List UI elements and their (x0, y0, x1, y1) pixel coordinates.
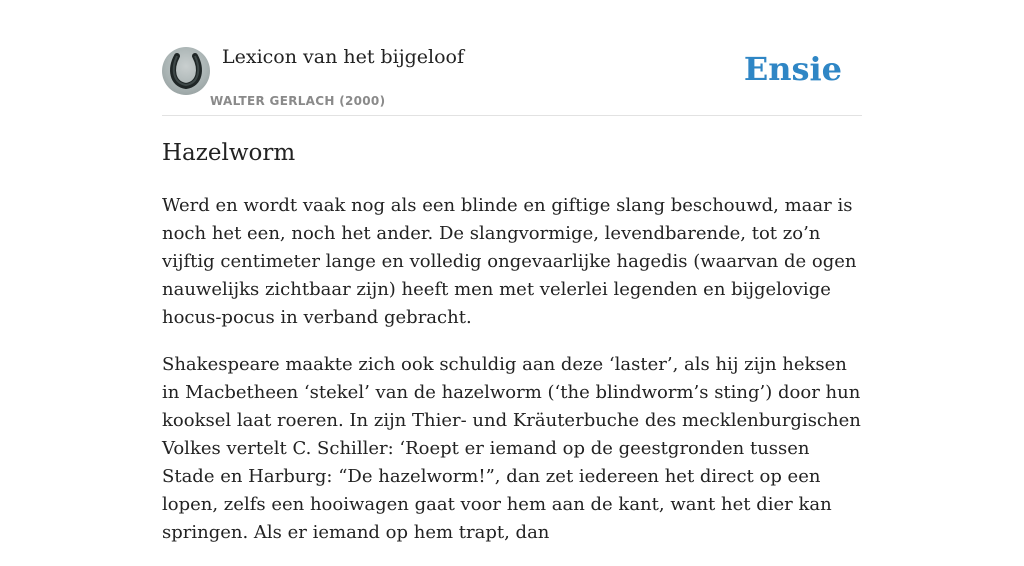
entry-title: Hazelworm (162, 140, 296, 166)
paragraph: Werd en wordt vaak nog als een blinde en giftige slang beschouwd, maar is noch het een, noch het ander. De slangvormige, levendbarende, tot zo’n vijftig centimeter lange en volledig ongevaarlijke hagedis (waarvan de ogen nauwelijks zichtbaar zijn) heeft men met velerlei legenden en bijgelovige hocus-pocus in verband gebracht. (162, 195, 857, 328)
horseshoe-icon (162, 47, 210, 95)
book-author: WALTER GERLACH (2000) (210, 94, 386, 108)
book-avatar[interactable] (162, 47, 210, 95)
entry-body (162, 192, 862, 566)
book-title[interactable]: Lexicon van het bijgeloof (222, 46, 465, 68)
paragraph: Shakespeare maakte zich ook schuldig aan deze ‘laster’, als hij zijn heksen in Macbetheen ‘stekel’ van de hazelworm (‘the blindworm’s sting’) door hun kooksel laat roeren. In zijn Thier- und Kräuterbuche des mecklenburgischen Volkes vertelt C. Schiller: ‘Roept er iemand op de geestgronden tussen Stade en Harburg: “De hazelworm!”, dan zet iedereen het direct op een lopen, zelfs een hooiwagen gaat voor hem aan de kant, want het dier kan springen. Als er iemand op hem trapt, dan (162, 354, 861, 543)
header (162, 0, 862, 116)
ensie-logo[interactable]: Ensie (743, 50, 842, 88)
